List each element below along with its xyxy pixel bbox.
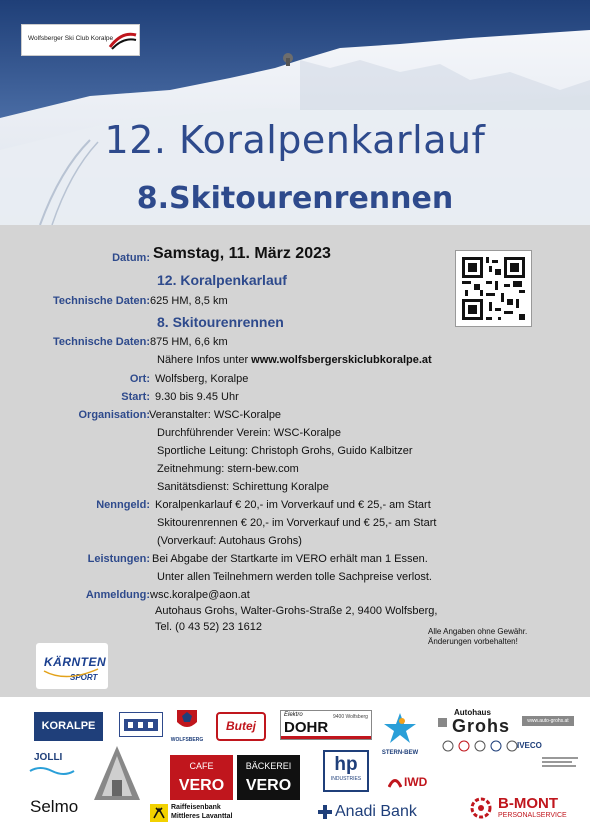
sponsor-wolfsberg-city [167, 708, 207, 744]
disclaimer-line-2: Änderungen vorbehalten! [428, 637, 518, 646]
dohr-name: DOHR [284, 719, 329, 736]
dohr-address: 9400 Wolfsberg [333, 714, 368, 720]
raiffeisen-region: Mittleres Lavanttal [171, 813, 233, 820]
dohr-small-label: Elektro [284, 712, 303, 718]
wolfsberg-crest-icon [174, 708, 200, 732]
sponsor-iveco: IVECO [517, 741, 542, 750]
sponsor-joelli [28, 752, 76, 778]
tech-data-value-1: 625 HM, 8,5 km [150, 295, 228, 307]
sponsor-dohr [280, 710, 372, 740]
sponsor-stern-bew [378, 711, 422, 763]
registration-email[interactable]: wsc.koralpe@aon.at [150, 589, 250, 601]
sponsor-hp-industries [323, 750, 369, 792]
sponsor-triangle-logo [92, 744, 142, 802]
joelli-name: JÖLLI [34, 752, 63, 763]
triangle-building-icon [92, 744, 142, 802]
sponsor-tower-logo [119, 712, 163, 737]
more-info-line [157, 354, 432, 366]
organisation-line-5: Sanitätsdienst: Schirettung Koralpe [157, 481, 329, 493]
baeckerei-label: BÄCKEREI [245, 761, 292, 771]
runner-star-icon [382, 711, 418, 745]
fee-line-2: Skitourenrennen € 20,- im Vorverkauf und € 25,- am Start [157, 517, 437, 529]
car-brands-icon [440, 738, 520, 754]
anadi-name: Anadi Bank [335, 803, 417, 820]
b-mont-gear-icon [470, 797, 492, 819]
fee-line-3: (Vorverkauf: Autohaus Grohs) [157, 535, 302, 547]
sponsor-cafe-vero [170, 755, 233, 800]
start-label: Start: [121, 391, 150, 403]
sponsor-small-text [542, 755, 582, 769]
place-label: Ort: [129, 373, 150, 385]
tech-data-label-2: Technische Daten: [53, 336, 150, 348]
kaernten-sub: SPORT [70, 673, 98, 682]
sponsor-b-mont [470, 794, 580, 822]
date-label: Datum: [112, 252, 150, 264]
sponsor-baeckerei-vero [237, 755, 300, 800]
organisation-line-3: Sportliche Leitung: Christoph Grohs, Guido Kalbitzer [157, 445, 413, 457]
anadi-cross-icon [318, 805, 332, 819]
start-value: 9.30 bis 9.45 Uhr [155, 391, 239, 403]
date-value: Samstag, 11. März 2023 [153, 245, 331, 262]
kaernten-swoosh-icon [36, 643, 108, 689]
organisation-label: Organisation: [78, 409, 150, 421]
sponsor-koralpe: KORALPE [34, 712, 103, 741]
iwd-name: IWD [404, 775, 428, 789]
hp-name: hp [334, 754, 358, 775]
more-info-prefix: Nähere Infos unter [157, 354, 252, 366]
sponsor-raiffeisenbank [150, 802, 245, 826]
cafe-vero-name: VERO [178, 777, 225, 794]
race2-heading: 8. Skitourenrennen [157, 314, 284, 330]
race1-heading: 12. Koralpenkarlauf [157, 272, 287, 288]
event-title: 12. Koralpenkarlauf [104, 118, 486, 162]
tech-data-label-1: Technische Daten: [53, 295, 150, 307]
joelli-wave-icon [28, 765, 76, 777]
sponsor-butej: Butej [216, 712, 266, 741]
qr-code[interactable] [455, 250, 532, 327]
sponsor-iwd [388, 772, 438, 792]
organisation-line-2: Durchführender Verein: WSC-Koralpe [157, 427, 342, 439]
cafe-label: CAFE [189, 761, 214, 771]
organisation-line-4: Zeitnehmung: stern-bew.com [157, 463, 299, 475]
small-text-lines-icon [542, 755, 582, 769]
iwd-arc-icon [388, 774, 402, 788]
swoosh-icon [108, 29, 138, 53]
registration-phone: Tel. (0 43 52) 23 1612 [155, 621, 263, 633]
kaernten-word: KÄRNTEN [44, 655, 107, 669]
b-mont-name: B-MONT [498, 795, 558, 812]
stern-bew-label: STERN-BEW [381, 750, 419, 756]
club-logo [21, 24, 140, 56]
services-line-2: Unter allen Teilnehmern werden tolle Sachpreise verlost. [157, 571, 432, 583]
grohs-url: www.auto-grohs.at [522, 716, 574, 726]
sponsor-selmo: Selmo [30, 797, 79, 816]
grohs-autohaus-label: Autohaus [454, 708, 491, 717]
b-mont-sub: PERSONALSERVICE [498, 812, 567, 819]
hp-sub: INDUSTRIES [330, 776, 362, 782]
place-value: Wolfsberg, Koralpe [155, 373, 249, 385]
baeckerei-vero-name: VERO [245, 777, 292, 794]
sponsor-autohaus-grohs [434, 708, 574, 742]
grohs-name: Grohs [452, 716, 511, 736]
services-label: Leistungen: [87, 553, 150, 565]
disclaimer [428, 627, 527, 647]
fee-label: Nenngeld: [96, 499, 150, 511]
raiffeisen-gable-icon [150, 804, 168, 822]
fee-line-1: Koralpenkarlauf € 20,- im Vorverkauf und € 25,- am Start [155, 499, 431, 511]
kaernten-sport-logo [36, 643, 108, 689]
registration-label: Anmeldung: [85, 589, 150, 601]
organisation-line-1: Veranstalter: WSC-Koralpe [149, 409, 282, 421]
wolfsberg-city-label: WOLFSBERG [170, 737, 204, 743]
website-link[interactable]: www.wolfsbergerskiclubkoralpe.at [251, 354, 432, 366]
club-logo-text: Wolfsberger Ski Club Koralpe [28, 35, 114, 42]
qr-code-icon [456, 251, 531, 326]
services-line-1: Bei Abgabe der Startkarte im VERO erhält man 1 Essen. [152, 553, 428, 565]
raiffeisen-name: Raiffeisenbank [171, 804, 221, 811]
car-brand-logos [440, 738, 520, 754]
registration-address: Autohaus Grohs, Walter-Grohs-Straße 2, 9400 Wolfsberg, [155, 605, 438, 617]
tech-data-value-2: 875 HM, 6,6 km [150, 336, 228, 348]
sponsor-anadi-bank [318, 802, 418, 824]
event-subtitle: 8.Skitourenrennen [136, 181, 454, 216]
tower-icon [120, 713, 162, 736]
disclaimer-line-1: Alle Angaben ohne Gewähr. [428, 627, 528, 636]
